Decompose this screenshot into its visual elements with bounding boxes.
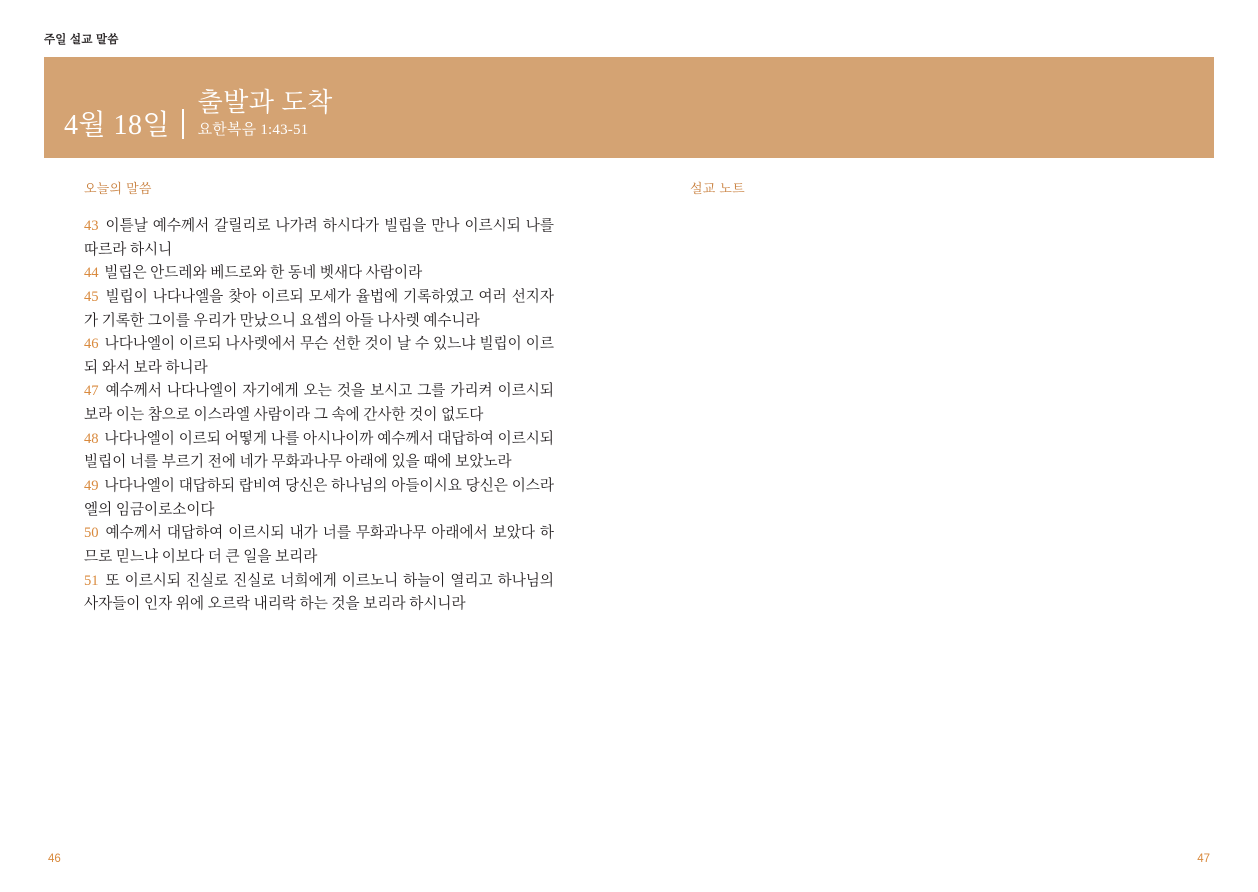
verse — [84, 522, 554, 569]
verse-text: 예수께서 대답하여 이르시되 내가 너를 무화과나무 아래에서 보았다 하므로 믿느냐 이보다 더 큰 일을 보리라 — [84, 525, 554, 565]
verse-text: 빌립이 나다나엘을 찾아 이르되 모세가 율법에 기록하였고 여러 선지자가 기록한 그이를 우리가 만났으니 요셉의 아들 나사렛 예수니라 — [84, 288, 554, 329]
verse-text: 이튿날 예수께서 갈릴리로 나가려 하시다가 빌립을 만나 이르시되 나를 따르라 하시니 — [84, 218, 554, 258]
verse-text: 예수께서 나다나엘이 자기에게 오는 것을 보시고 그를 가리켜 이르시되 보라 이는 참으로 이스라엘 사람이라 그 속에 간사한 것이 없도다 — [84, 383, 554, 424]
sermon-title: 출발과 도착 — [197, 87, 333, 117]
verse-number: 43 — [84, 218, 99, 234]
scripture-reference: 요한복음 1:43-51 — [197, 121, 309, 138]
banner-title-group — [198, 89, 333, 140]
verse-number: 45 — [84, 288, 99, 305]
verse-text: 나다나엘이 대답하되 랍비여 당신은 하나님의 아들이시요 당신은 이스라엘의 임금이로소이다 — [84, 478, 554, 518]
banner-content — [64, 89, 333, 140]
verse-number: 48 — [84, 430, 99, 447]
sermon-notes-heading: 설교 노트 — [690, 181, 745, 196]
scripture-column — [84, 178, 554, 617]
verse-number: 47 — [84, 383, 99, 400]
verse-number: 49 — [84, 478, 99, 495]
verse-text: 나다나엘이 이르되 나사렛에서 무슨 선한 것이 날 수 있느냐 빌립이 이르되 와서 보라 하니라 — [84, 336, 554, 376]
verse-text: 나다나엘이 이르되 어떻게 나를 아시나이까 예수께서 대답하여 이르시되 빌립이 너를 부르기 전에 네가 무화과나무 아래에 있을 때에 보았노라 — [84, 430, 554, 471]
verse-text: 또 이르시되 진실로 진실로 너희에게 이르노니 하늘이 열리고 하나님의 사자들이 인자 위에 오르락 내리락 하는 것을 보리라 하시니라 — [84, 572, 554, 613]
verse — [84, 333, 554, 380]
scripture-heading: 오늘의 말씀 — [84, 181, 152, 196]
verse — [84, 475, 554, 522]
verse — [84, 570, 554, 617]
banner-divider — [182, 109, 184, 139]
verse-list — [84, 215, 554, 617]
verse — [84, 215, 554, 262]
page-number-right: 47 — [1197, 853, 1210, 865]
title-banner — [44, 57, 1214, 158]
verse-number: 51 — [84, 572, 99, 589]
verse — [84, 262, 554, 286]
running-head: 주일 설교 말씀 — [44, 34, 119, 46]
verse-number: 44 — [84, 265, 99, 282]
page-number-left: 46 — [48, 853, 61, 865]
verse-number: 46 — [84, 336, 99, 353]
verse — [84, 428, 554, 475]
sermon-date: 4월 18일 — [64, 110, 171, 141]
verse — [84, 380, 554, 427]
sermon-notes-column — [690, 178, 1160, 215]
verse-text: 빌립은 안드레와 베드로와 한 동네 벳새다 사람이라 — [100, 265, 423, 282]
verse-number: 50 — [84, 525, 99, 542]
verse — [84, 286, 554, 333]
